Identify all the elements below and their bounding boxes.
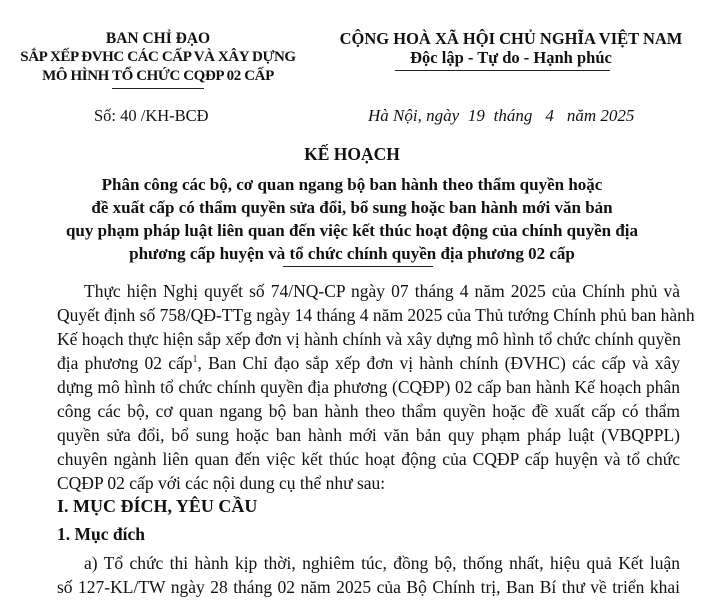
paragraph-a-line: số 127-KL/TW ngày 28 tháng 02 năm 2025 của Bộ Chính trị, Ban Bí thư về triển khai <box>57 577 680 597</box>
intro-line: chuyên ngành liên quan đến việc kết thúc hoạt động của CQĐP cấp huyện và tổ chức <box>57 449 680 469</box>
date-month: 4 <box>545 106 554 125</box>
intro-line-with-footnote <box>57 353 680 374</box>
date-month-label: tháng <box>493 106 533 125</box>
section-heading: I. MỤC ĐÍCH, YÊU CẦU <box>57 496 258 516</box>
paragraph-a-line: a) Tổ chức thi hành kịp thời, nghiêm túc, đồng bộ, thống nhất, hiệu quả Kết luận <box>84 553 680 573</box>
intro-line: Kế hoạch thực hiện sắp xếp đơn vị hành chính và xây dựng mô hình tổ chức chính quyền <box>57 329 681 349</box>
intro-line: Quyết định số 758/QĐ-TTg ngày 14 tháng 4 năm 2025 của Thủ tướng Chính phủ ban hành <box>57 305 695 325</box>
intro-line: CQĐP 02 cấp với các nội dung cụ thể như sau: <box>57 473 386 493</box>
agency-subtitle-line1: SẮP XẾP ĐVHC CÁC CẤP VÀ XÂY DỰNG <box>20 49 296 65</box>
document-number <box>94 106 209 126</box>
intro-line-part: địa phương 02 cấp <box>57 353 193 373</box>
date-day: 19 <box>467 106 485 125</box>
intro-line: quyền sửa đổi, bổ sung hoặc ban hành mới văn bản quy phạm pháp luật (VBQPPL) <box>57 425 680 445</box>
document-title: KẾ HOẠCH <box>304 144 400 164</box>
agency-divider <box>112 88 204 89</box>
footnote-ref[interactable]: 1 <box>192 354 198 366</box>
national-title: CỘNG HOÀ XÃ HỘI CHỦ NGHĨA VIỆT NAM <box>339 29 683 48</box>
national-motto: Độc lập - Tự do - Hạnh phúc <box>410 48 612 67</box>
intro-line: Thực hiện Nghị quyết số 74/NQ-CP ngày 07 tháng 4 năm 2025 của Chính phủ và <box>84 281 680 301</box>
motto-underline <box>395 70 610 71</box>
subtitle-line: quy phạm pháp luật liên quan đến việc kết thúc hoạt động của chính quyền địa <box>65 221 639 240</box>
document-date <box>368 106 634 126</box>
doc-number-prefix: Số: <box>94 106 117 125</box>
subtitle-line: phương cấp huyện và tổ chức chính quyền địa phương 02 cấp <box>129 244 575 263</box>
agency-name: BAN CHỈ ĐẠO <box>105 30 211 47</box>
subtitle-line: đề xuất cấp có thẩm quyền sửa đổi, bổ sung hoặc ban hành mới văn bản <box>91 198 613 217</box>
intro-line: công các bộ, cơ quan ngang bộ ban hành theo thẩm quyền hoặc đề xuất cấp có thẩm <box>57 401 680 421</box>
agency-subtitle-line2: MÔ HÌNH TỔ CHỨC CQĐP 02 CẤP <box>42 68 274 84</box>
date-year-label: năm <box>566 106 597 125</box>
intro-line-part: , Ban Chỉ đạo sắp xếp đơn vị hành chính (ĐVHC) các cấp và xây <box>197 353 681 373</box>
intro-line: dựng mô hình tổ chức chính quyền địa phương (CQĐP) 02 cấp ban hành Kế hoạch phân <box>57 377 680 397</box>
date-place: Hà Nội, ngày <box>368 106 460 125</box>
subtitle-line: Phân công các bộ, cơ quan ngang bộ ban hành theo thẩm quyền hoặc <box>101 175 603 194</box>
doc-number-suffix: /KH-BCĐ <box>140 106 209 125</box>
date-year: 2025 <box>600 106 635 125</box>
subtitle-underline <box>283 266 433 267</box>
doc-number-value: 40 <box>120 106 137 125</box>
subsection-heading: 1. Mục đích <box>57 524 145 544</box>
